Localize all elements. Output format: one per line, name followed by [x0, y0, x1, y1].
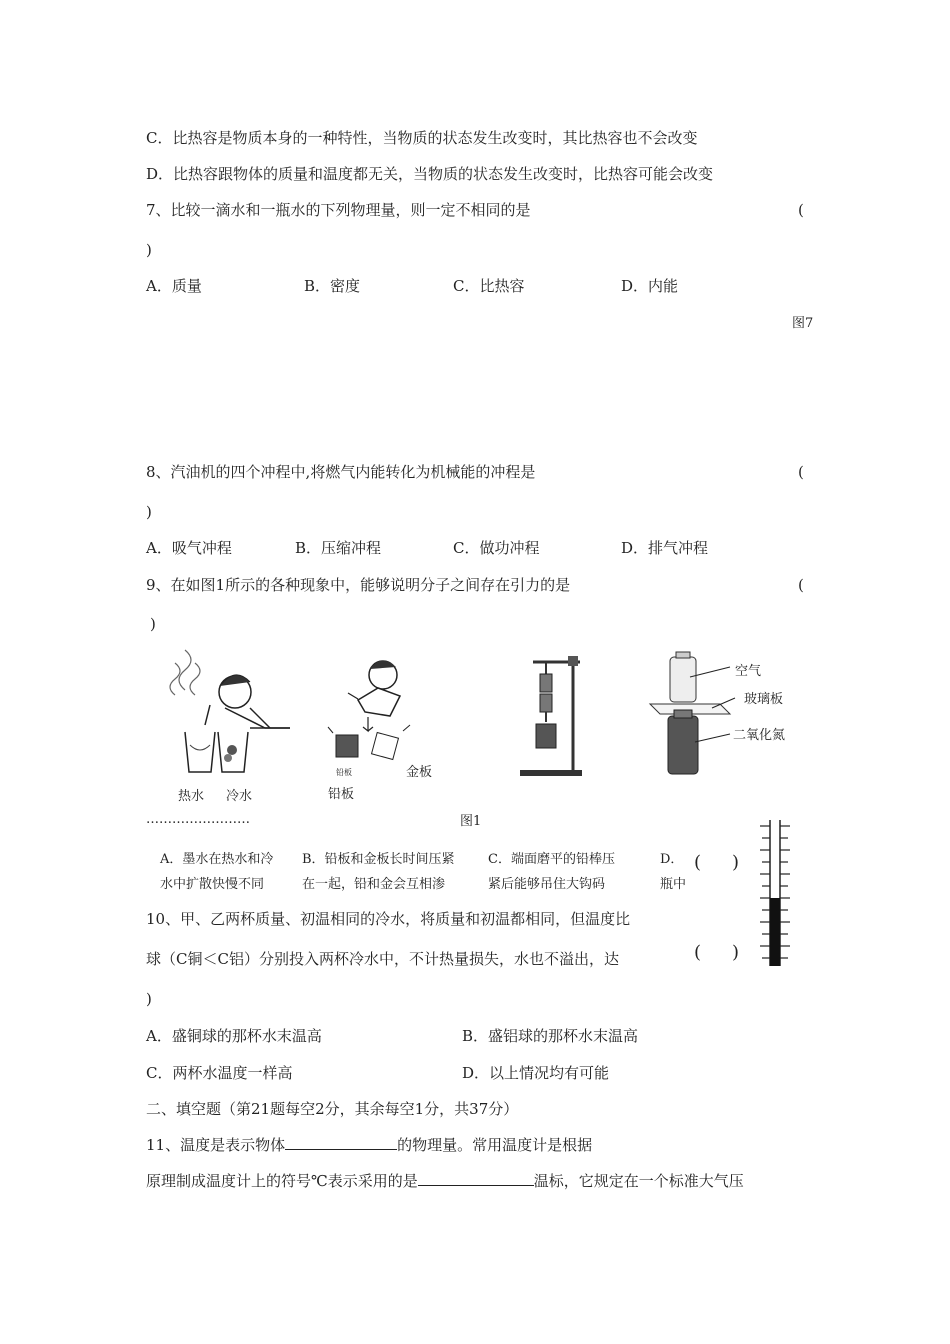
q11-blank-1[interactable]: [285, 1134, 397, 1150]
q9-paren-open: (: [798, 576, 804, 594]
fig1-option-a-line1: A．墨水在热水和冷: [160, 852, 274, 867]
label-no2: 二氧化氮: [733, 728, 786, 743]
fig1-option-b-line1: B．铅板和金板长时间压紧: [302, 852, 455, 867]
label-cold-water: 冷水: [226, 789, 253, 804]
gas-diffusion-illustration: [650, 652, 735, 777]
q10-option-a: A．盛铜球的那杯水末温高: [146, 1027, 322, 1045]
q8-paren-open: (: [798, 463, 804, 481]
q11-line2: [146, 1170, 744, 1191]
q10-paren-close: ): [146, 990, 152, 1008]
q8-option-c: C．做功冲程: [453, 539, 540, 557]
q11-line2-start: 原理制成温度计上的符号℃表示采用的是: [146, 1172, 418, 1190]
fig1-option-b-line2: 在一起，铅和金会互相渗: [302, 877, 446, 892]
q6-option-c: C．比热容是物质本身的一种特性，当物质的状态发生改变时，其比热容也不会改变: [146, 129, 698, 147]
dotted-leader: ……………………: [146, 812, 250, 827]
q8-stem: 8、汽油机的四个冲程中,将燃气内能转化为机械能的冲程是: [146, 463, 536, 481]
q8-option-a: A．吸气冲程: [146, 539, 232, 557]
label-lead-plate: 铅板: [328, 787, 355, 802]
q10-stem-line1: 10、甲、乙两杯质量、初温相同的冷水，将质量和初温都相同，但温度比: [146, 910, 631, 928]
lead-gold-press-illustration: [328, 655, 428, 770]
thermometer-illustration: [740, 818, 800, 968]
fig1-option-c-line2: 紧后能够吊住大钩码: [488, 877, 606, 892]
fig1-option-d-line1: D．: [660, 852, 684, 867]
q7-paren-close: ): [146, 241, 152, 259]
q10-stem-line2: 球（C铜＜C铝）分别投入两杯冷水中，不计热量损失，水也不溢出，达: [146, 950, 619, 968]
q9-paren-close: ): [150, 615, 156, 633]
thermo-paren-top-open: (: [694, 852, 702, 873]
q10-option-c: C．两杯水温度一样高: [146, 1064, 293, 1082]
q9-stem: 9、在如图1所示的各种现象中，能够说明分子之间存在引力的是: [146, 576, 571, 594]
q7-option-c: C．比热容: [453, 277, 525, 295]
q10-option-d: D．以上情况均有可能: [462, 1064, 610, 1082]
label-gold-plate: 金板: [406, 765, 433, 780]
lead-rod-stand-illustration: [518, 650, 588, 780]
fig1-option-a-line2: 水中扩散快慢不同: [160, 877, 265, 892]
ink-diffusion-illustration: [150, 650, 290, 780]
q11-line1: [146, 1134, 592, 1155]
fig1-option-d-line2: 瓶中: [660, 877, 687, 892]
q7-stem: 7、比较一滴水和一瓶水的下列物理量，则一定不相同的是: [146, 201, 531, 219]
thermo-paren-bot-close: ): [732, 942, 740, 963]
label-air: 空气: [735, 664, 762, 679]
q8-option-b: B．压缩冲程: [295, 539, 382, 557]
q7-paren-open: (: [798, 201, 804, 219]
label-glass-plate: 玻璃板: [744, 692, 784, 707]
section-2-heading: 二、填空题（第21题每空2分，其余每空1分，共37分）: [146, 1100, 519, 1118]
fig1-option-c-line1: C．端面磨平的铅棒压: [488, 852, 615, 867]
figure-1-caption: 图1: [460, 814, 482, 829]
label-hot-water: 热水: [178, 789, 205, 804]
q11-line2-end: 温标，它规定在一个标准大气压: [533, 1172, 744, 1190]
q7-option-d: D．内能: [621, 277, 679, 295]
q11-blank-2[interactable]: [418, 1170, 534, 1186]
thermo-paren-top-close: ): [732, 852, 740, 873]
q10-option-b: B．盛铝球的那杯水末温高: [462, 1027, 639, 1045]
q11-line1-end: 的物理量。常用温度计是根据: [397, 1136, 593, 1154]
figure-7-label: 图7: [792, 316, 814, 331]
q8-option-d: D．排气冲程: [621, 539, 709, 557]
q7-option-a: A．质量: [146, 277, 202, 295]
thermo-paren-bot-open: (: [694, 942, 702, 963]
q11-line1-start: 11、温度是表示物体: [146, 1136, 286, 1154]
q7-option-b: B．密度: [304, 277, 361, 295]
q8-paren-close: ): [146, 503, 152, 521]
q6-option-d: D．比热容跟物体的质量和温度都无关，当物质的状态发生改变时，比热容可能会改变: [146, 165, 714, 183]
label-lead-small: 铅板: [336, 768, 352, 777]
